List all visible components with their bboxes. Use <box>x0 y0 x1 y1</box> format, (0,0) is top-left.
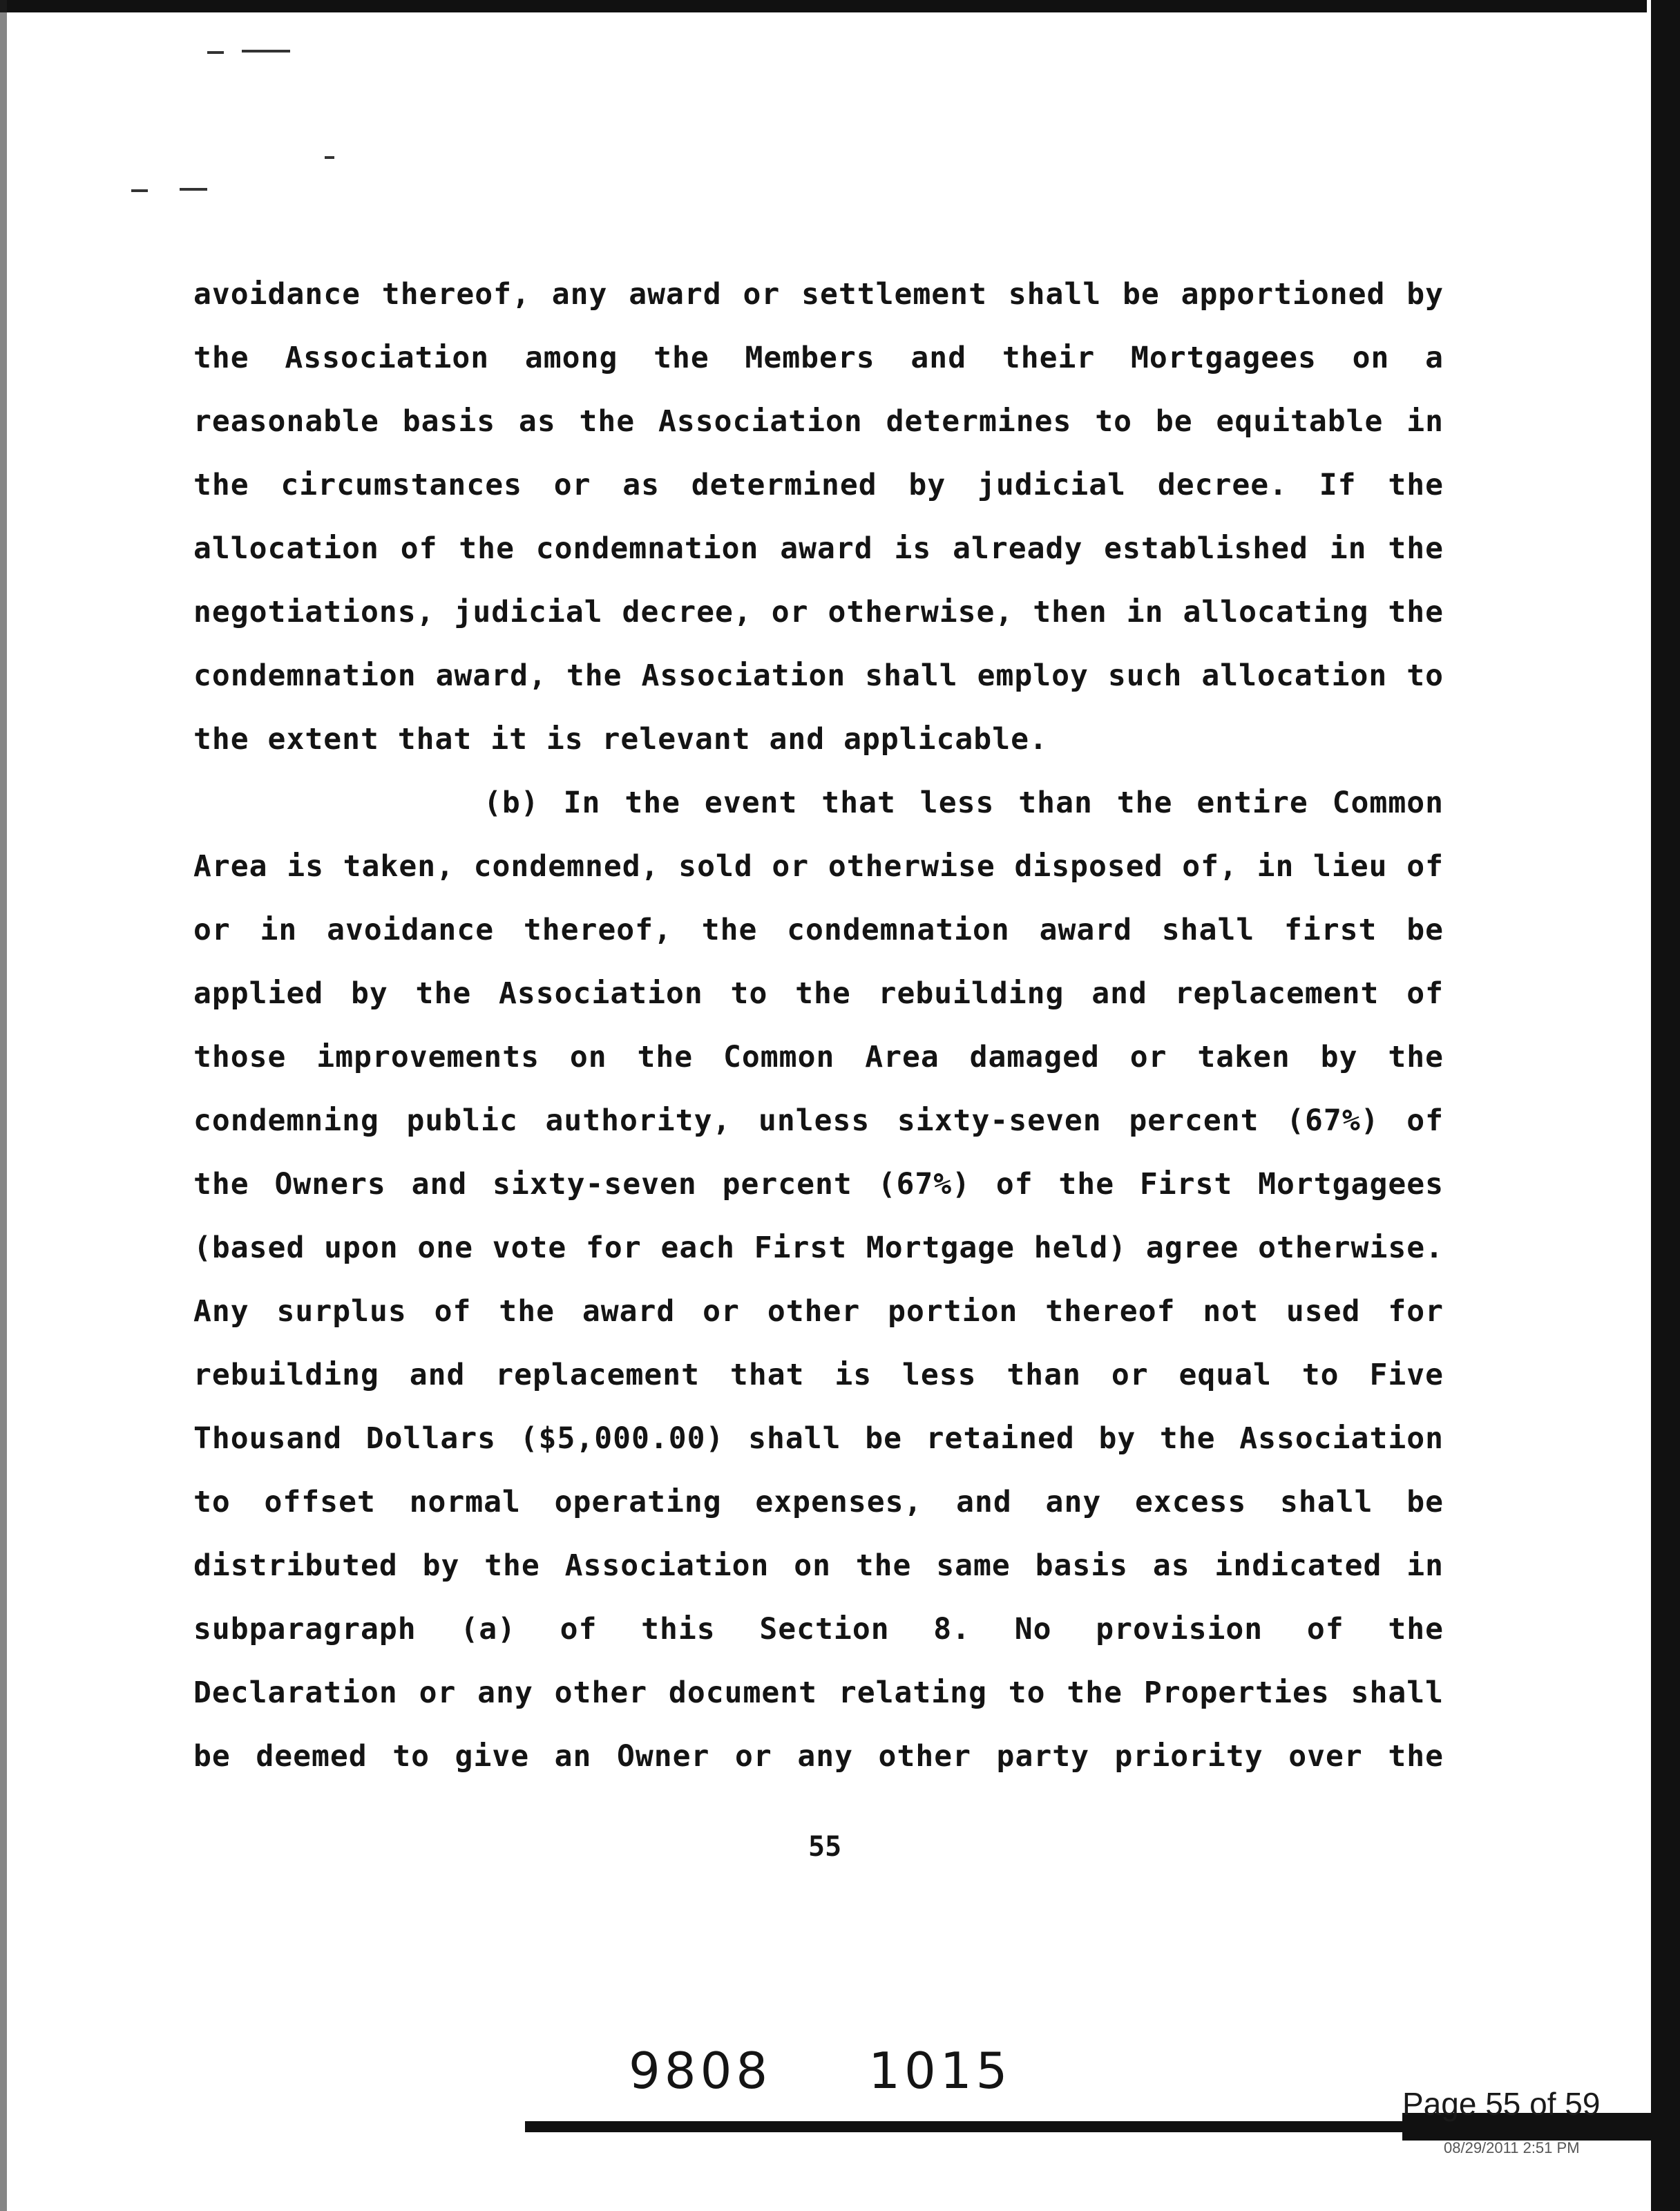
text-line: those improvements on the Common Area damaged or taken by the <box>193 1040 1444 1074</box>
text-line: reasonable basis as the Association determines to be equitable in <box>193 404 1444 439</box>
text-line: condemning public authority, unless sixty-seven percent (67%) of <box>193 1103 1444 1138</box>
text-line: the extent that it is relevant and applicable. <box>193 722 1048 757</box>
text-line: subparagraph (a) of this Section 8. No provision of the <box>193 1612 1444 1647</box>
text-line: the Association among the Members and their Mortgagees on a <box>193 341 1444 375</box>
text-line: be deemed to give an Owner or any other party priority over the <box>193 1739 1444 1774</box>
scan-speck <box>180 188 207 191</box>
text-line: (based upon one vote for each First Mortgage held) agree otherwise. <box>193 1231 1444 1265</box>
text-line: allocation of the condemnation award is already established in the <box>193 531 1444 566</box>
text-line: negotiations, judicial decree, or otherwise, then in allocating the <box>193 595 1444 629</box>
text-line: Any surplus of the award or other portion thereof not used for <box>193 1294 1444 1329</box>
book-number: 9808 <box>629 2042 772 2100</box>
text-line: condemnation award, the Association shall employ such allocation to <box>193 658 1444 693</box>
text-line: Thousand Dollars ($5,000.00) shall be retained by the Association <box>193 1421 1444 1456</box>
scan-border-left <box>0 0 7 2211</box>
text-line: distributed by the Association on the same basis as indicated in <box>193 1548 1444 1583</box>
scan-speck <box>131 189 148 192</box>
scan-border-top <box>0 0 1680 12</box>
text-line: Area is taken, condemned, sold or otherwise disposed of, in lieu of <box>193 849 1444 884</box>
text-line: Declaration or any other document relating to the Properties shall <box>193 1676 1444 1710</box>
text-line: rebuilding and replacement that is less than or equal to Five <box>193 1358 1444 1392</box>
scan-speck <box>207 51 224 54</box>
text-line: to offset normal operating expenses, and any excess shall be <box>193 1485 1444 1519</box>
recording-reference <box>629 2042 1108 2100</box>
text-line: applied by the Association to the rebuilding and replacement of <box>193 976 1444 1011</box>
scan-speck <box>242 50 290 53</box>
page-reference: 1015 <box>868 2042 1012 2100</box>
page-of-indicator: Page 55 of 59 <box>1402 2086 1601 2122</box>
text-line-subparagraph-b: (b) In the event that less than the entire Common <box>484 786 1444 820</box>
text-line: or in avoidance thereof, the condemnation award shall first be <box>193 913 1444 947</box>
scan-border-right <box>1647 0 1680 2211</box>
text-line: avoidance thereof, any award or settlement shall be apportioned by <box>193 277 1444 312</box>
text-line: the Owners and sixty-seven percent (67%) of the First Mortgagees <box>193 1167 1444 1202</box>
body-text <box>193 263 1444 1788</box>
scan-speck <box>325 156 334 159</box>
print-timestamp: 08/29/2011 2:51 PM <box>1444 2139 1580 2156</box>
page-number: 55 <box>808 1831 842 1863</box>
text-line: the circumstances or as determined by judicial decree. If the <box>193 468 1444 502</box>
